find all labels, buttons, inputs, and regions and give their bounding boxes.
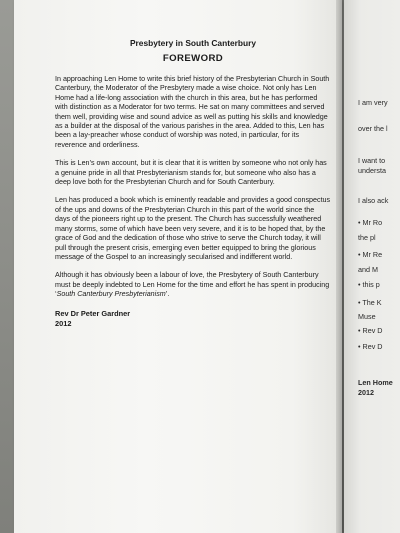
foreword-paragraph-4	[55, 271, 331, 299]
foreword-paragraph-1: In approaching Len Home to write this brief history of the Presbyterian Church in South Canterbury, the Moderator of the Presbytery made a wise choice. Not only has Len Home had a life-long association with the church in this area, but he has performed with distinction as a Moderator for two terms. He sat on many committees and served them well, providing wise and sound advice as well as putting his skills and knowledge as a builder at the disposal of the various parishes in the area. Added to this, Len has been a lay-preacher whose conduct of worship was noted, in particular, for its reverence and orderliness.	[55, 75, 330, 149]
closing-text-end: ’.	[165, 290, 170, 299]
signature-name: Rev Dr Peter Gardner	[55, 308, 131, 318]
closing-text-start: Although it has obviously been a labour of love, the Presbytery of South Canterbury must be deeply indebted to Len Home for the time and effort he has spent in producing ‘	[55, 271, 330, 299]
right-line-11: • The K	[358, 298, 382, 307]
right-line-12: Muse	[358, 312, 376, 321]
right-line-3: I want to	[358, 156, 386, 165]
foreword-paragraph-2: This is Len’s own account, but it is clear that it is written by someone who not only has a genuine pride in all that Presbyterianism stands for, but someone who also has a deep love both for the Presbyterian Church and for South Canterbury.	[55, 159, 327, 187]
foreword-content	[55, 38, 331, 329]
right-line-14: • Rev D	[358, 342, 383, 351]
right-page	[344, 0, 400, 533]
right-line-9: and M	[358, 265, 378, 274]
page-title: FOREWORD	[162, 53, 224, 64]
right-line-4: understa	[358, 166, 386, 175]
right-line-5: I also ack	[358, 196, 389, 205]
right-line-6: • Mr Ro	[358, 218, 383, 227]
right-line-7: the pl	[358, 233, 376, 242]
signature-block	[55, 309, 331, 329]
right-sign-year: 2012	[358, 388, 374, 397]
signature-year: 2012	[55, 318, 72, 328]
right-line-1: I am very	[358, 98, 388, 107]
right-line-13: • Rev D	[358, 326, 383, 335]
right-line-2: over the l	[358, 124, 388, 133]
right-sign-name: Len Home	[358, 378, 393, 387]
right-line-10: • this p	[358, 280, 380, 289]
right-line-8: • Mr Re	[358, 250, 383, 259]
foreword-paragraph-3: Len has produced a book which is eminently readable and provides a good conspectus of the ups and downs of the Presbyterian Church in this part of the world since the days of the pioneers right up to the present. The Church has successfully weathered many storms, some of which have been very severe, and it is to be hoped that, by the grace of God and the dedication of those who strive to serve the Church today, it will pull through the present crisis, emerging even better equipped to bring the glorious message of the Gospel to an increasingly secularised and indifferent world.	[55, 196, 331, 261]
book-title-italic: South Canterbury Presbyterianism	[56, 290, 166, 299]
page-subtitle: Presbytery in South Canterbury	[129, 38, 257, 48]
